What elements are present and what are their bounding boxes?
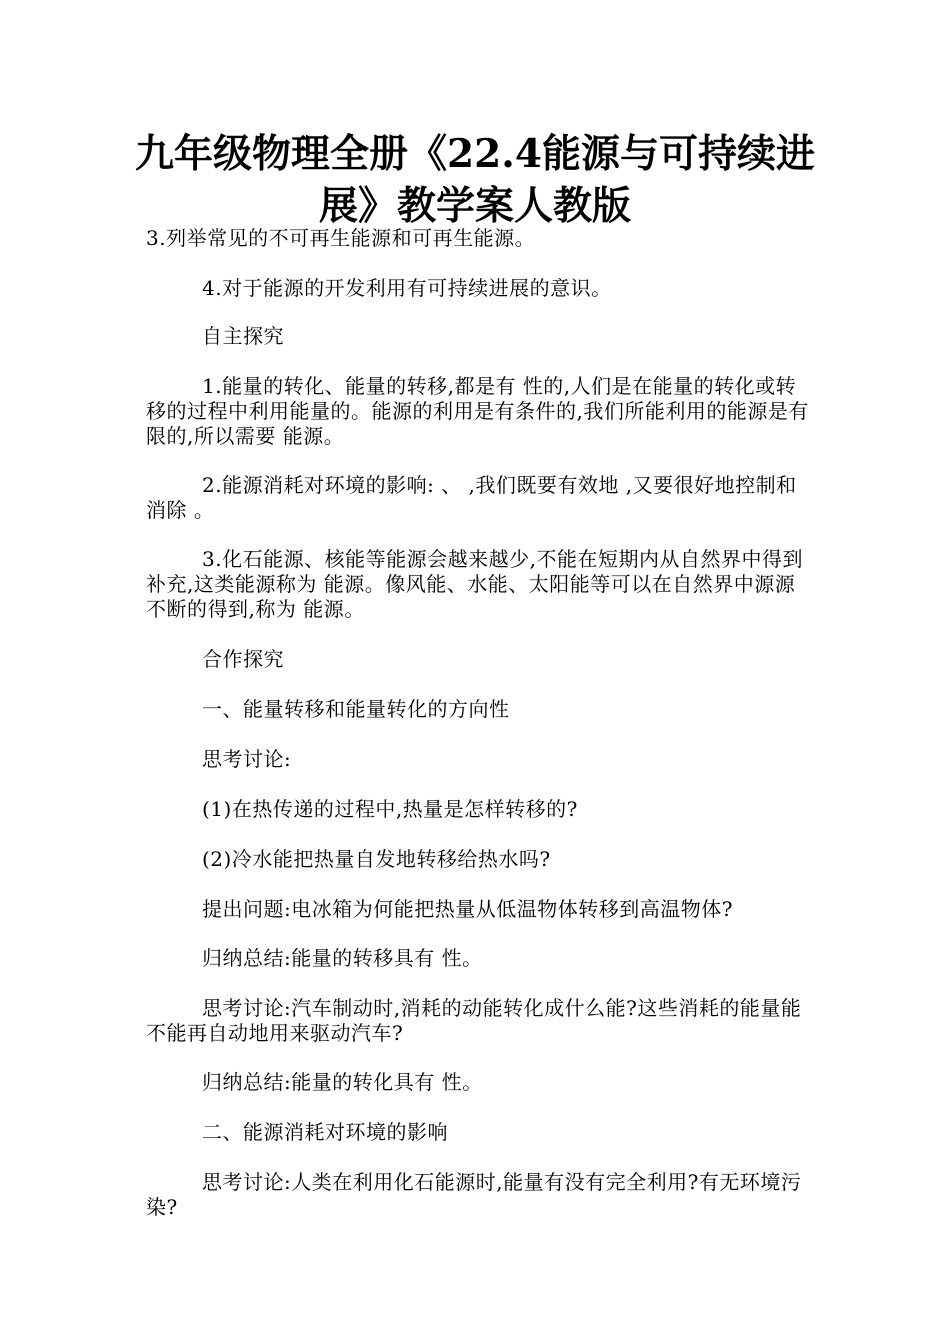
heading-self-study: 自主探究 xyxy=(202,324,284,348)
paragraph-think-discuss-car: 思考讨论:汽车制动时,消耗的动能转化成什么能?这些消耗的能量能不能再自动地用来驱动汽车? xyxy=(146,996,802,1045)
heading-cooperative-study: 合作探究 xyxy=(202,647,284,671)
paragraph-raise-question: 提出问题:电冰箱为何能把热量从低温物体转移到高温物体? xyxy=(202,897,733,921)
paragraph-objective-3: 3.列举常见的不可再生能源和可再生能源。 xyxy=(146,226,536,250)
document-title: 九年级物理全册《22.4能源与可持续进展》教学案人教版 xyxy=(135,131,815,229)
paragraph-summary-transfer: 归纳总结:能量的转移具有 性。 xyxy=(202,946,483,970)
paragraph-self-study-2: 2.能源消耗对环境的影响: 、 ,我们既要有效地 ,又要很好地控制和消除 。 xyxy=(146,473,797,522)
paragraph-self-study-1: 1.能量的转化、能量的转移,都是有 性的,人们是在能量的转化或转移的过程中利用能量的。能源的利用是有条件的,我们所能利用的能源是有限的,所以需要 能源。 xyxy=(146,374,809,448)
section-heading-1: 一、能量转移和能量转化的方向性 xyxy=(202,697,510,721)
paragraph-question-1: (1)在热传递的过程中,热量是怎样转移的? xyxy=(202,797,578,821)
paragraph-summary-conversion: 归纳总结:能量的转化具有 性。 xyxy=(202,1070,483,1094)
paragraph-think-discuss-fossil: 思考讨论:人类在利用化石能源时,能量有没有完全利用?有无环境污染? xyxy=(146,1170,802,1219)
section-heading-2: 二、能源消耗对环境的影响 xyxy=(202,1120,448,1144)
paragraph-objective-4: 4.对于能源的开发利用有可持续进展的意识。 xyxy=(202,276,612,300)
paragraph-self-study-3: 3.化石能源、核能等能源会越来越少,不能在短期内从自然界中得到补充,这类能源称为 能源。像风能、水能、太阳能等可以在自然界中源源不断的得到,称为 能源。 xyxy=(146,547,803,621)
paragraph-think-discuss: 思考讨论: xyxy=(202,747,292,771)
paragraph-question-2: (2)冷水能把热量自发地转移给热水吗? xyxy=(202,847,551,871)
